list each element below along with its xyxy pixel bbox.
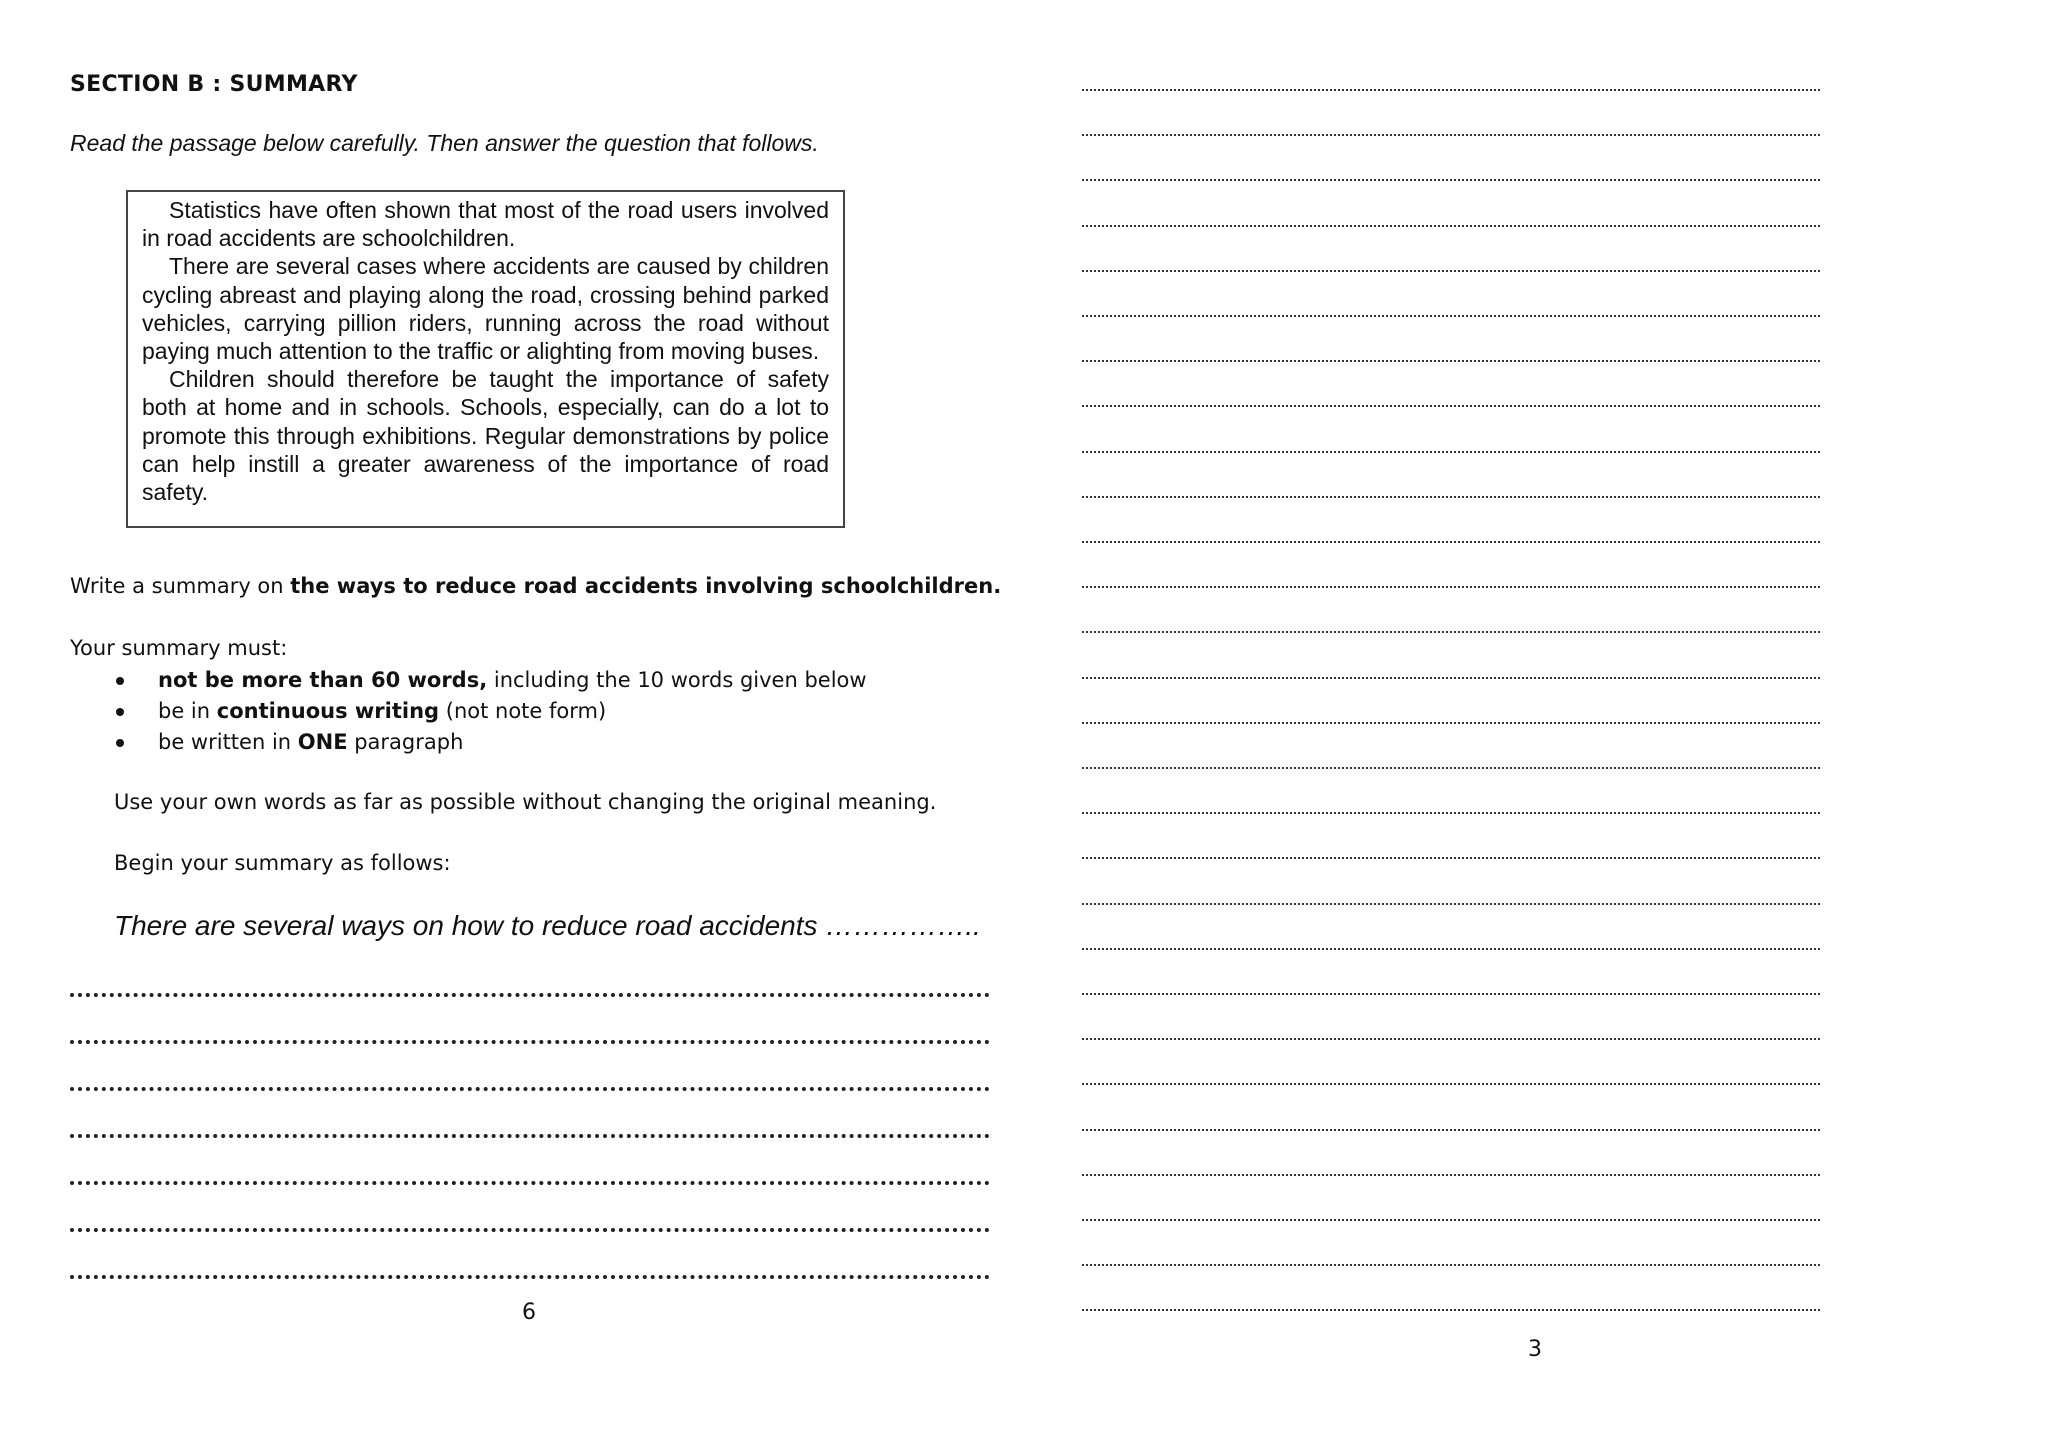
passage-paragraph: Statistics have often shown that most of the road users involved in road accidents are schoolchildren. (142, 197, 829, 252)
requirement-text: be written in (158, 730, 298, 754)
task-prompt (70, 574, 1001, 598)
answer-line[interactable] (1082, 857, 1820, 859)
answer-line[interactable] (1082, 1219, 1820, 1221)
answer-line[interactable] (70, 1275, 990, 1279)
answer-line[interactable] (1082, 948, 1820, 950)
answer-line[interactable] (70, 1087, 990, 1091)
answer-line[interactable] (1082, 270, 1820, 272)
answer-line[interactable] (1082, 1309, 1820, 1311)
begin-instruction: Begin your summary as follows: (114, 851, 451, 875)
task-focus: the ways to reduce road accidents involving schoolchildren. (290, 574, 1002, 598)
passage-box (126, 190, 845, 528)
answer-line[interactable] (1082, 179, 1820, 181)
requirement-item (112, 696, 867, 727)
requirements-label: Your summary must: (70, 636, 288, 660)
requirement-item (112, 665, 867, 696)
requirement-bold: not be more than 60 words, (158, 668, 488, 692)
requirement-text: (not note form) (439, 699, 607, 723)
answer-line[interactable] (70, 1181, 990, 1185)
answer-line[interactable] (1082, 722, 1820, 724)
answer-line[interactable] (70, 1228, 990, 1232)
answer-line[interactable] (1082, 677, 1820, 679)
answer-line[interactable] (1082, 586, 1820, 588)
instruction-text: Read the passage below carefully. Then answer the question that follows. (70, 130, 819, 156)
answer-line[interactable] (1082, 812, 1820, 814)
answer-line[interactable] (1082, 1264, 1820, 1266)
bullet-icon (116, 708, 124, 716)
answer-line[interactable] (1082, 1129, 1820, 1131)
answer-line[interactable] (1082, 315, 1820, 317)
bullet-icon (116, 677, 124, 685)
bullet-icon (116, 739, 124, 747)
answer-line[interactable] (1082, 1174, 1820, 1176)
answer-line[interactable] (1082, 1038, 1820, 1040)
answer-line[interactable] (1082, 1083, 1820, 1085)
answer-line[interactable] (1082, 631, 1820, 633)
answer-line[interactable] (1082, 405, 1820, 407)
answer-line[interactable] (1082, 993, 1820, 995)
page-number-left: 6 (522, 1300, 536, 1325)
answer-line[interactable] (1082, 451, 1820, 453)
requirement-text: paragraph (347, 730, 464, 754)
requirements-list (112, 665, 867, 758)
answer-line[interactable] (1082, 225, 1820, 227)
answer-line[interactable] (1082, 496, 1820, 498)
answer-line[interactable] (70, 1040, 990, 1044)
answer-line[interactable] (1082, 89, 1820, 91)
section-title: SECTION B : SUMMARY (70, 72, 358, 97)
own-words-note: Use your own words as far as possible without changing the original meaning. (114, 790, 937, 814)
requirement-text: be in (158, 699, 217, 723)
answer-line[interactable] (1082, 767, 1820, 769)
requirement-text: including the 10 words given below (487, 668, 867, 692)
answer-line[interactable] (1082, 134, 1820, 136)
requirement-item (112, 727, 867, 758)
passage-paragraph: Children should therefore be taught the importance of safety both at home and in schools. Schools, especially, can do a lot to promote this through exhibitions. Regular demonstrations by police can help instill a greater awareness of the importance of road safety. (142, 366, 829, 506)
passage-paragraph: There are several cases where accidents are caused by children cycling abreast and playing along the road, crossing behind parked vehicles, carrying pillion riders, running across the road without paying much attention to the traffic or alighting from moving buses. (142, 253, 829, 365)
answer-line[interactable] (1082, 903, 1820, 905)
requirement-bold: continuous writing (216, 699, 440, 723)
task-prefix: Write a summary on (70, 574, 291, 598)
answer-line[interactable] (1082, 541, 1820, 543)
answer-line[interactable] (1082, 360, 1820, 362)
page-number-right: 3 (1528, 1337, 1542, 1362)
answer-line[interactable] (70, 993, 990, 997)
summary-starter: There are several ways on how to reduce road accidents …………….. (114, 910, 981, 941)
answer-line[interactable] (70, 1134, 990, 1138)
requirement-bold: ONE (297, 730, 348, 754)
